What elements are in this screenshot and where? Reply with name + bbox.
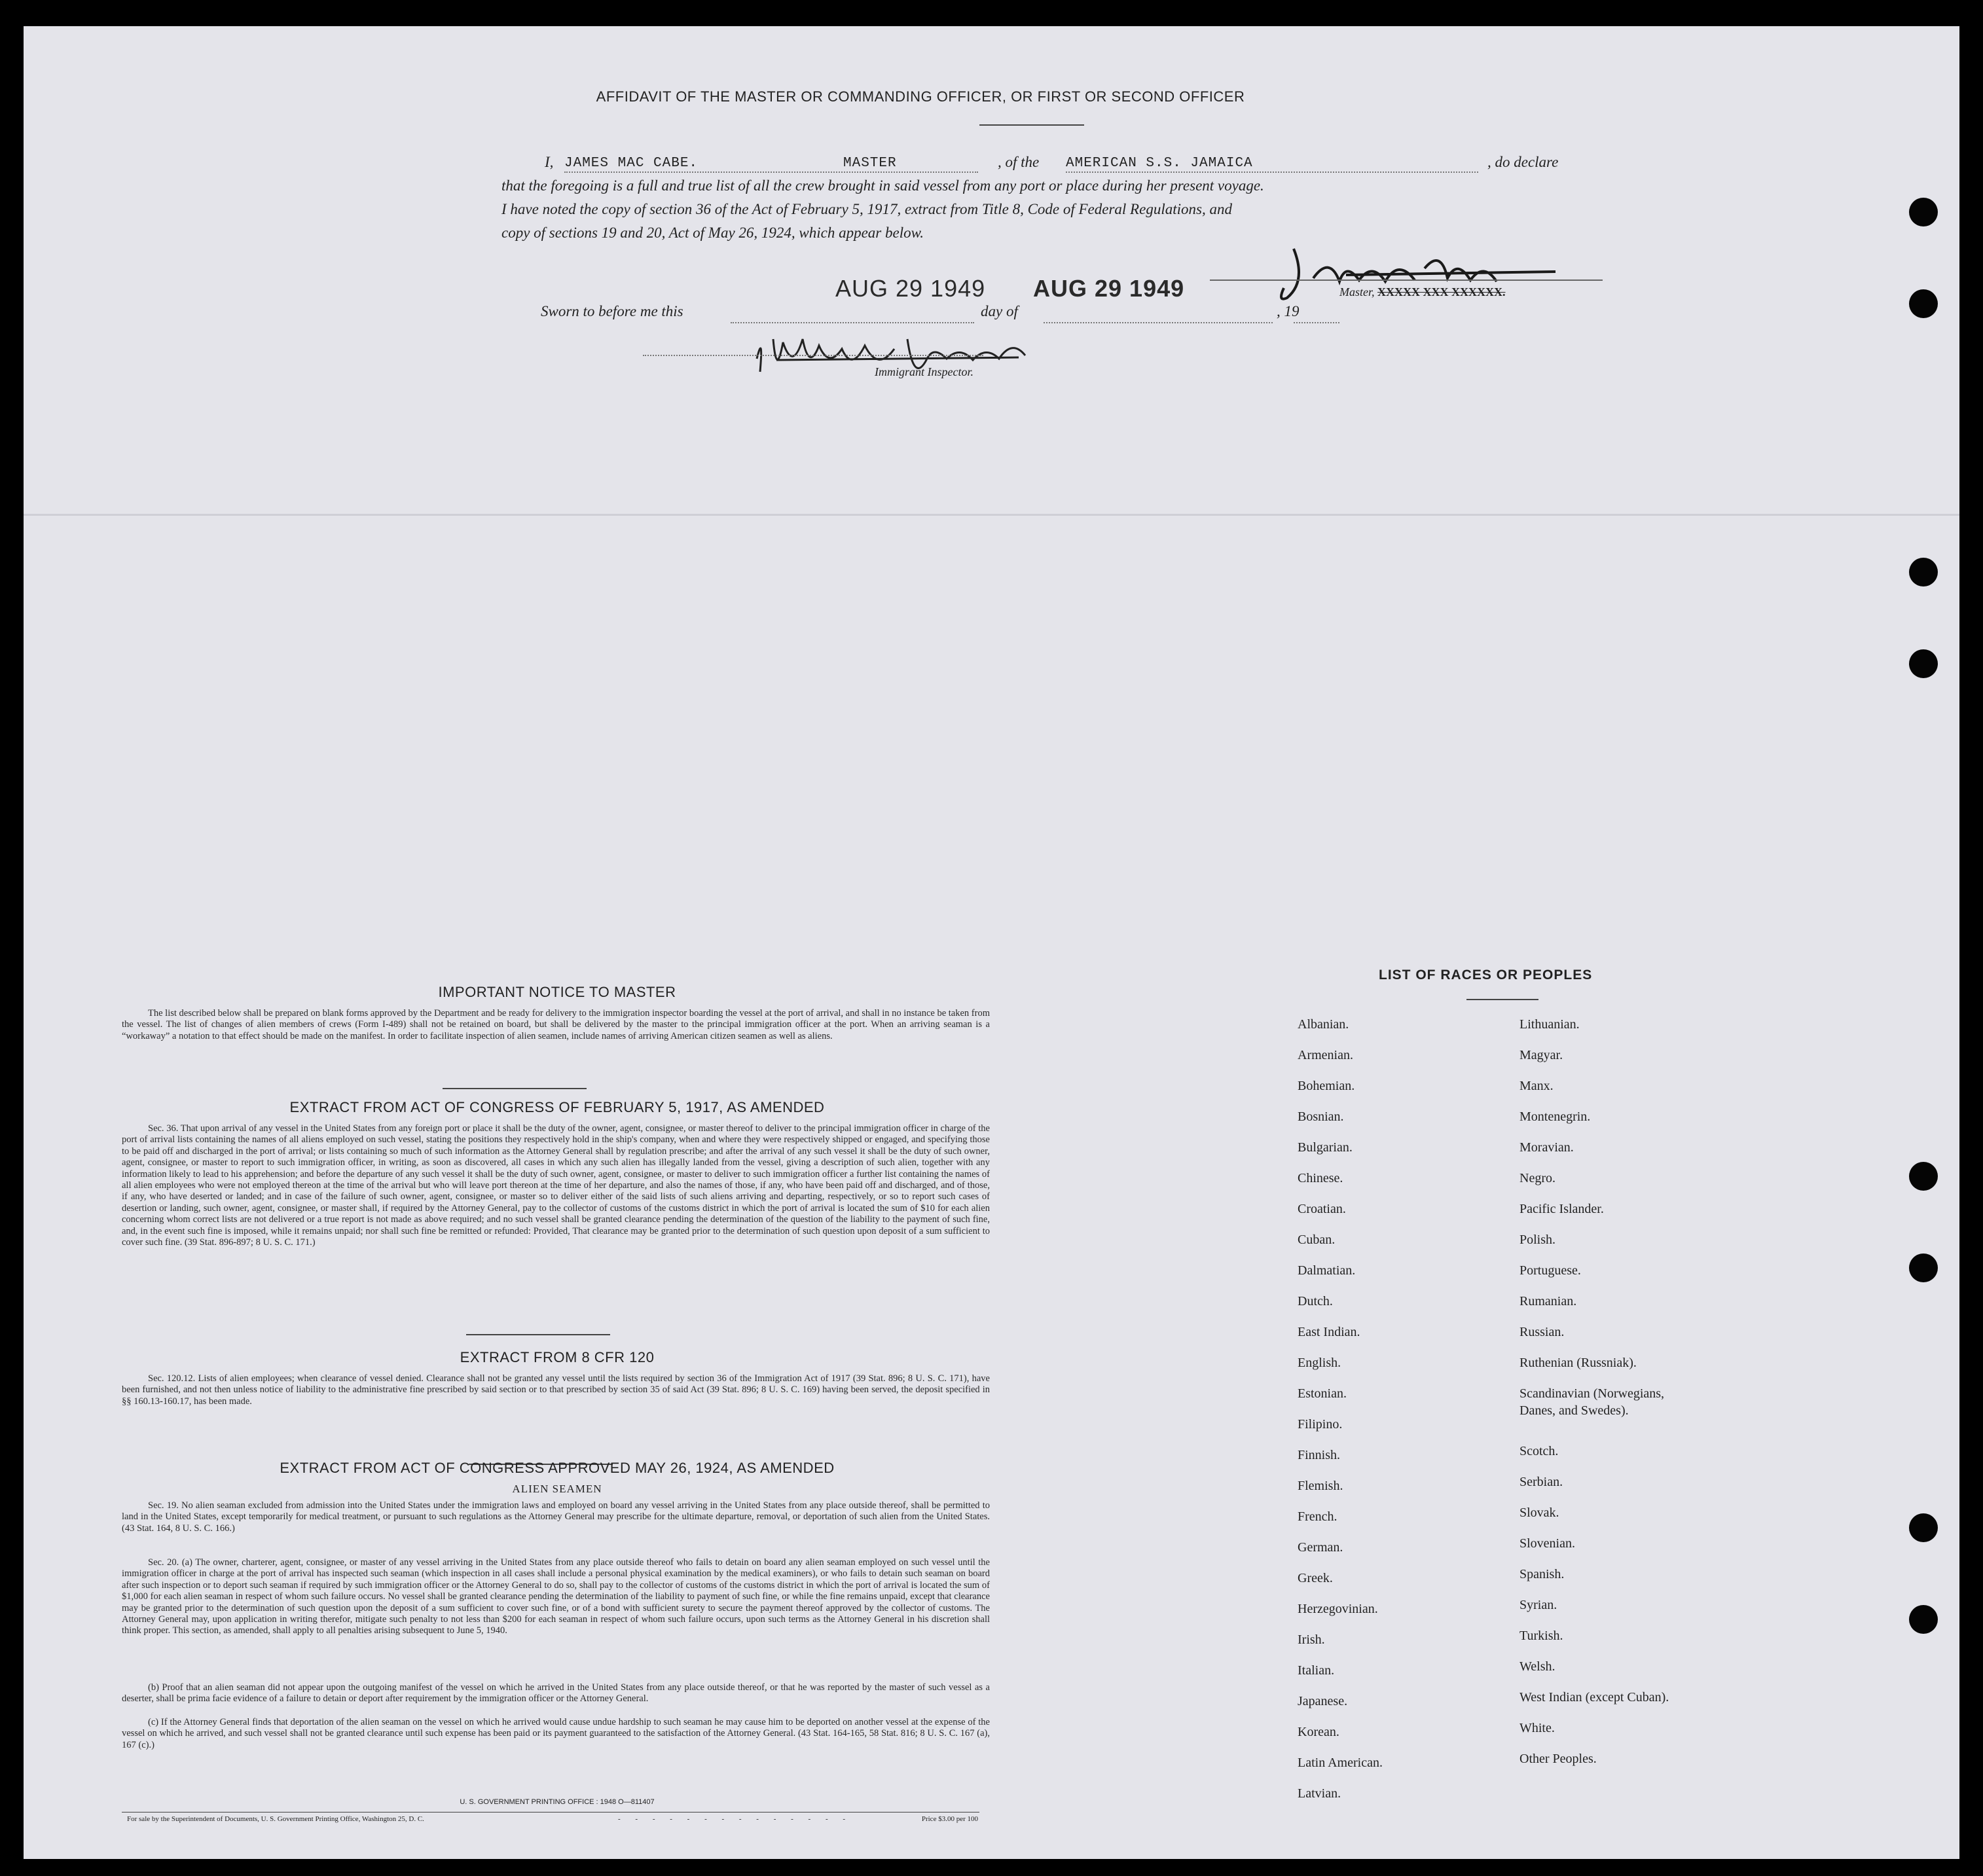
date-stamp: AUG 29 1949	[835, 275, 986, 302]
extract-cfr-heading: EXTRACT FROM 8 CFR 120	[460, 1349, 655, 1365]
race-item: Dalmatian.	[1298, 1263, 1356, 1278]
race-item: Spanish.	[1519, 1567, 1565, 1581]
document-page	[24, 26, 1959, 1859]
race-item: Japanese.	[1298, 1694, 1348, 1708]
sale-notice: For sale by the Superintendent of Documents, U. S. Government Printing Office, Washington 25, D. C.	[127, 1815, 424, 1823]
race-item: Estonian.	[1298, 1386, 1347, 1401]
race-item: Armenian.	[1298, 1048, 1353, 1062]
punch-hole	[1909, 1513, 1938, 1542]
race-item: Serbian.	[1519, 1475, 1563, 1489]
dotted-line	[1294, 322, 1339, 323]
race-item: White.	[1519, 1721, 1555, 1735]
race-item: Syrian.	[1519, 1598, 1557, 1612]
punch-hole	[1909, 649, 1938, 678]
race-item: Slovak.	[1519, 1506, 1559, 1520]
race-item: Russian.	[1519, 1325, 1565, 1339]
race-item: Croatian.	[1298, 1202, 1346, 1216]
race-item: Latvian.	[1298, 1786, 1341, 1801]
inspector-label: Immigrant Inspector.	[875, 365, 973, 378]
race-item: Dutch.	[1298, 1294, 1333, 1308]
dotted-line	[564, 171, 978, 173]
race-item	[1519, 1379, 1669, 1426]
races-column-right	[1519, 1009, 1669, 1775]
notice-heading: IMPORTANT NOTICE TO MASTER	[438, 984, 676, 1000]
race-item: Pacific Islander.	[1519, 1202, 1604, 1216]
pronoun: I,	[545, 154, 554, 170]
race-item: Filipino.	[1298, 1417, 1343, 1432]
punch-hole	[1909, 1605, 1938, 1634]
punch-hole	[1909, 198, 1938, 226]
vessel-name: AMERICAN S.S. JAMAICA	[1066, 156, 1253, 171]
race-item: Slovenian.	[1519, 1536, 1575, 1551]
sec-20c-paragraph: (c) If the Attorney General finds that deportation of the alien seaman on the vessel on which he arrived would cause undue hardship to such seaman he may cause him to be deported on another vessel at the expense of the vessel on which he arrived, and such vessel shall not be granted clearance until such expense has been paid or its payment guaranteed to the satisfaction of the Attorney General. (43 Stat. 164-165, 58 Stat. 816; 8 U. S. C. 167 (a), 167 (c).)	[122, 1717, 990, 1750]
affidavit-paragraph	[501, 151, 1588, 245]
race-item: Other Peoples.	[1519, 1752, 1597, 1766]
race-item: Chinese.	[1298, 1171, 1343, 1185]
race-item-line: Danes, and Swedes).	[1519, 1403, 1629, 1418]
race-item: Flemish.	[1298, 1479, 1343, 1493]
extract-1924-heading: EXTRACT FROM ACT OF CONGRESS APPROVED MAY 26, 1924, AS AMENDED	[280, 1460, 835, 1476]
race-item: Bohemian.	[1298, 1079, 1355, 1093]
race-item: English.	[1298, 1356, 1341, 1370]
divider	[979, 124, 1084, 126]
race-item: Montenegrin.	[1519, 1109, 1591, 1124]
race-item: Turkish.	[1519, 1629, 1563, 1643]
fold-line	[24, 514, 1959, 516]
master-name: JAMES MAC CABE.	[564, 156, 699, 171]
race-item: Cuban.	[1298, 1233, 1336, 1247]
sec-19-paragraph: Sec. 19. No alien seaman excluded from admission into the United States under the immigration laws and employed on board any vessel arriving in the United States from any place outside thereof, shall be permitted to land in the United States, except temporarily for medical treatment, or pursuant to such regulations as the Attorney General may prescribe for the ultimate departure, removal, or deportation of such alien from the United States. (43 Stat. 164, 8 U. S. C. 166.)	[122, 1500, 990, 1534]
date-stamp: AUG 29 1949	[1033, 275, 1185, 302]
race-item: Irish.	[1298, 1632, 1325, 1647]
race-item: Polish.	[1519, 1233, 1556, 1247]
punch-hole	[1909, 1254, 1938, 1282]
race-item: Italian.	[1298, 1663, 1335, 1678]
sale-footer	[127, 1815, 978, 1826]
race-item: Negro.	[1519, 1171, 1555, 1185]
sec-20b-paragraph: (b) Proof that an alien seaman did not appear upon the outgoing manifest of the vessel on which he arrived in the United States from any place outside thereof, or that he was reported by the master of such vessel as a deserter, shall be prima facie evidence of a failure to detain or deport after requirement by the immigration officer or the Attorney General.	[122, 1682, 990, 1705]
extract-1917-heading: EXTRACT FROM ACT OF CONGRESS OF FEBRUARY 5, 1917, AS AMENDED	[289, 1099, 825, 1115]
affidavit-line-3: I have noted the copy of section 36 of the Act of February 5, 1917, extract from Title 8, Code of Federal Regulations, and	[501, 201, 1232, 217]
races-heading: LIST OF RACES OR PEOPLES	[1379, 967, 1593, 983]
master-rank: MASTER	[843, 156, 897, 171]
race-item: Magyar.	[1519, 1048, 1563, 1062]
race-item: West Indian (except Cuban).	[1519, 1690, 1669, 1705]
divider	[1466, 999, 1538, 1000]
affidavit-title: AFFIDAVIT OF THE MASTER OR COMMANDING OFFICER, OR FIRST OR SECOND OFFICER	[596, 88, 1245, 105]
race-item: Bosnian.	[1298, 1109, 1344, 1124]
notice-body: The list described below shall be prepared on blank forms approved by the Department and be ready for delivery to the immigration inspector boarding the vessel at the port of arrival, and shall in no instance be taken from the vessel. The list of changes of alien members of crews (Form I-489) shall not be retained on board, but shall be delivered by the master to the principal immigration officer at the port. When an arriving seaman is a “workaway” a notation to that effect should be made on the manifest. In order to facilitate inspection of alien seamen, include names of arriving American citizen seamen as well as aliens.	[122, 1008, 990, 1041]
price-notice: Price $3.00 per 100	[921, 1815, 978, 1823]
extract-1917-body: Sec. 36. That upon arrival of any vessel in the United States from any foreign port or place it shall be the duty of the owner, agent, consignee, or master thereof to deliver to the principal immigration officer in charge of the port of arrival lists containing the names of all aliens employed on such vessel, stating the positions they respectively hold in the ship's company, when and where they were respectively shipped or engaged, and specifying those to be paid off and discharged in the port of arrival; or lists containing so much of such information as the Attorney General shall by regulation prescribe; and after the arrival of any such vessel it shall be the duty of such owner, agent, consignee, or master to report to such immigration officer, in writing, as soon as discovered, all cases in which any such alien has illegally landed from the vessel, giving a description of such alien, together with any information likely to lead to his apprehension; and before the departure of any such vessel it shall be the duty of such owner, agent, consignee, or master to deliver to such immigration officer a further list containing the names of all alien employees who were not employed thereon at the time of the arrival but who will leave port thereon at the time of her departure, and also the names of those, if any, who have been paid off and discharged, and of those, if any, who have deserted or landed; and in case of the failure of such owner, agent, consignee, or master so to deliver either of the said lists of such aliens arriving and departing, respectively, or so to report such cases of desertion or landing, such owner, agent, consignee, or master shall, if required by the Attorney General, pay to the collector of customs of the customs district in which the port of arrival is located the sum of $10 for each alien concerning whom correct lists are not delivered or a true report is not made as above required; and no such vessel shall be granted clearance pending the determination of the question of the liability to the payment of such fine, and, in the event such fine is imposed, while it remains unpaid; nor shall such fine be remitted or refunded: Provided, That clearance may be granted prior to the determination of such question upon deposit of a sum sufficient to cover such fine. (39 Stat. 896-897; 8 U. S. C. 171.)	[122, 1123, 990, 1248]
of-the-text: , of the	[998, 154, 1040, 170]
printing-office-imprint: U. S. GOVERNMENT PRINTING OFFICE : 1948 O—811407	[460, 1798, 655, 1806]
extract-cfr-body: Sec. 120.12. Lists of alien employees; when clearance of vessel denied. Clearance shall not be granted any vessel until the lists required by section 36 of the Immigration Act of 1917 (39 Stat. 896; 8 U. S. C. 171), have been furnished, and not then unless notice of liability to the administrative fine prescribed by said section or to that prescribed by section 35 of said Act (39 Stat. 896; 8 U. S. C. 169) having been served, the deposit specified in §§ 160.13-160.17, has been made.	[122, 1373, 990, 1407]
day-of-text: day of	[981, 303, 1018, 319]
race-item: Scotch.	[1519, 1444, 1559, 1458]
race-item: Manx.	[1519, 1079, 1554, 1093]
race-item: East Indian.	[1298, 1325, 1360, 1339]
punch-hole	[1909, 558, 1938, 586]
race-item: Lithuanian.	[1519, 1017, 1580, 1032]
race-item: Ruthenian (Russniak).	[1519, 1356, 1637, 1370]
dash-leader: - - - - - - - - - - - - - -	[618, 1815, 852, 1823]
race-item: Welsh.	[1519, 1659, 1555, 1674]
struck-text: XXXXX XXX XXXXXX.	[1377, 285, 1506, 298]
race-item: Rumanian.	[1519, 1294, 1577, 1308]
race-item: Greek.	[1298, 1571, 1333, 1585]
divider	[443, 1088, 587, 1089]
race-item: Albanian.	[1298, 1017, 1349, 1032]
spacer	[1519, 1426, 1669, 1436]
race-item: Portuguese.	[1519, 1263, 1581, 1278]
dotted-line	[1066, 171, 1478, 173]
year-prefix: , 19	[1277, 303, 1300, 319]
do-declare-text: , do declare	[1487, 154, 1559, 170]
race-item-line: Scandinavian (Norwegians,	[1519, 1386, 1665, 1401]
race-item: Latin American.	[1298, 1756, 1383, 1770]
master-label: Master,	[1339, 285, 1375, 298]
dotted-line	[1044, 322, 1273, 323]
inspector-signature	[737, 319, 1071, 398]
sworn-text: Sworn to before me this	[541, 303, 683, 319]
dotted-line	[643, 355, 983, 356]
affidavit-line-2: that the foregoing is a full and true list of all the crew brought in said vessel from any port or place during her present voyage.	[501, 177, 1264, 194]
race-item: Korean.	[1298, 1725, 1339, 1739]
race-item: Finnish.	[1298, 1448, 1341, 1462]
divider	[466, 1334, 610, 1335]
affidavit-line-4: copy of sections 19 and 20, Act of May 26, 1924, which appear below.	[501, 225, 924, 241]
footer-rule	[122, 1812, 979, 1813]
race-item: Bulgarian.	[1298, 1140, 1353, 1155]
race-item: Herzegovinian.	[1298, 1602, 1378, 1616]
race-item: French.	[1298, 1509, 1337, 1524]
race-item: German.	[1298, 1540, 1343, 1555]
race-item: Moravian.	[1519, 1140, 1574, 1155]
punch-hole	[1909, 289, 1938, 318]
punch-hole	[1909, 1162, 1938, 1191]
alien-seamen-subheading: ALIEN SEAMEN	[512, 1483, 602, 1495]
races-column-left	[1298, 1009, 1383, 1809]
sec-20a-paragraph: Sec. 20. (a) The owner, charterer, agent, consignee, or master of any vessel arriving in the United States from any place outside thereof who fails to detain on board any alien seaman employed on such vessel until the immigration officer in charge at the port of arrival has inspected such seaman (which inspection in all cases shall include a personal physical examination by the medical examiners), or who fails to detain such seaman on board after such inspection or to deport such seaman if required by such immigration officer or the Attorney General to do so, shall pay to the collector of customs of the customs district in which the port of arrival is located the sum of $1,000 for each alien seaman in respect of whom such failure occurs. No vessel shall be granted clearance pending the determination of the liability to payment of such fine, or while the fine remains unpaid, except that clearance may be granted prior to the determination of such question upon the deposit of a sum sufficient to cover such fine, or of a bond with sufficient surety to secure the payment thereof approved by the collector of customs. The Attorney General may, upon application in writing therefor, mitigate such penalty to not less than $200 for each seaman in respect of whom such failure occurs, upon such terms as the Attorney General in his discretion shall think proper. This section, as amended, shall apply to all penalties arising subsequent to June 5, 1940.	[122, 1557, 990, 1636]
